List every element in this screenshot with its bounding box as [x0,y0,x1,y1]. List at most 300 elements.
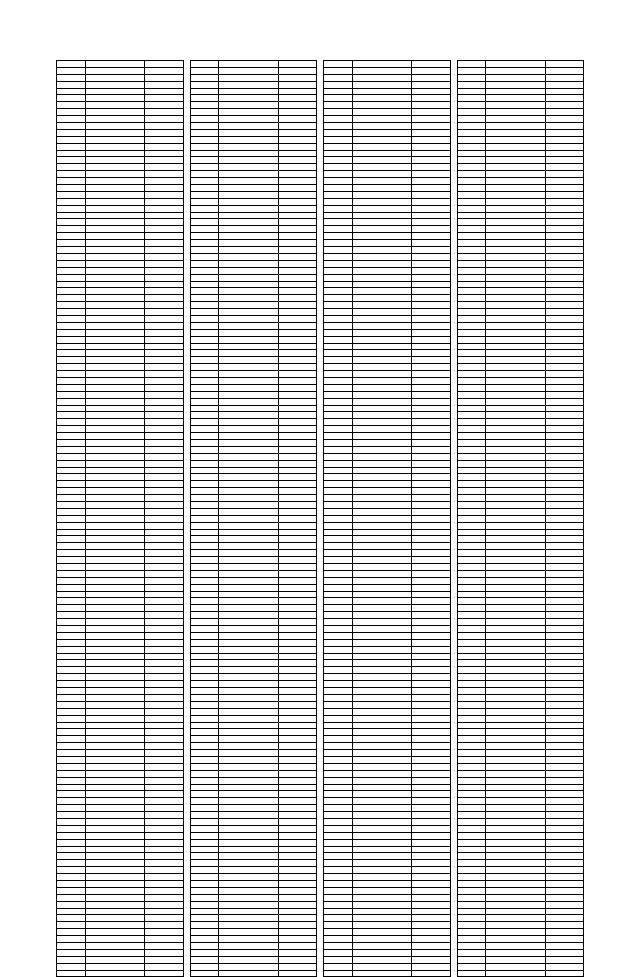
table-row [190,963,317,970]
table-row [324,502,451,509]
row-id-cell [57,722,86,729]
row-code-cell [219,694,278,701]
row-amount-cell [278,584,316,591]
row-id-cell [57,922,86,929]
row-amount-cell [412,867,450,874]
row-id-cell [57,502,86,509]
row-code-cell [219,343,278,350]
row-amount-cell [145,136,183,143]
table-row [190,784,317,791]
row-id-cell [190,350,219,357]
row-amount-cell [145,129,183,136]
table-row [190,136,317,143]
row-id-cell [324,219,353,226]
row-code-cell [85,688,144,695]
row-amount-cell [278,412,316,419]
table-row [57,550,184,557]
row-code-cell [352,405,411,412]
row-id-cell [57,281,86,288]
row-id-cell [324,171,353,178]
row-amount-cell [412,639,450,646]
row-amount-cell [145,812,183,819]
row-id-cell [190,522,219,529]
table-row [190,295,317,302]
row-amount-cell [145,936,183,943]
table-row [457,474,584,481]
row-amount-cell [545,584,583,591]
table-row [324,694,451,701]
row-amount-cell [145,171,183,178]
table-row [457,701,584,708]
row-amount-cell [412,543,450,550]
row-code-cell [352,818,411,825]
table-row [457,557,584,564]
row-amount-cell [412,74,450,81]
row-amount-cell [278,846,316,853]
table-row [457,171,584,178]
table-row [457,639,584,646]
row-code-cell [352,288,411,295]
row-amount-cell [412,426,450,433]
row-amount-cell [545,626,583,633]
row-code-cell [486,171,545,178]
row-amount-cell [145,481,183,488]
table-row [190,619,317,626]
table-row [190,846,317,853]
row-amount-cell [412,949,450,956]
table-row [457,860,584,867]
row-code-cell [85,867,144,874]
row-code-cell [85,136,144,143]
row-code-cell [352,329,411,336]
table-row [457,481,584,488]
row-id-cell [57,267,86,274]
row-code-cell [85,102,144,109]
row-id-cell [324,81,353,88]
row-amount-cell [145,543,183,550]
row-id-cell [57,143,86,150]
row-id-cell [457,336,486,343]
row-amount-cell [545,439,583,446]
row-code-cell [352,343,411,350]
table-row [457,591,584,598]
row-amount-cell [145,860,183,867]
row-id-cell [57,419,86,426]
row-amount-cell [278,446,316,453]
table-row [457,419,584,426]
table-row [324,343,451,350]
row-code-cell [219,915,278,922]
row-id-cell [457,922,486,929]
row-code-cell [352,612,411,619]
row-code-cell [352,626,411,633]
row-code-cell [352,750,411,757]
row-code-cell [486,198,545,205]
row-id-cell [190,453,219,460]
row-amount-cell [545,405,583,412]
table-row [190,446,317,453]
row-id-cell [190,770,219,777]
row-code-cell [352,233,411,240]
row-amount-cell [545,474,583,481]
row-amount-cell [278,743,316,750]
table-row [57,874,184,881]
row-code-cell [486,185,545,192]
row-amount-cell [545,467,583,474]
table-row [57,426,184,433]
table-row [57,777,184,784]
row-id-cell [457,536,486,543]
row-amount-cell [545,143,583,150]
row-id-cell [324,867,353,874]
row-amount-cell [412,502,450,509]
table-row [57,660,184,667]
row-code-cell [486,853,545,860]
table-row [190,178,317,185]
row-id-cell [57,157,86,164]
row-id-cell [324,467,353,474]
table-row [457,350,584,357]
row-id-cell [190,874,219,881]
row-code-cell [219,446,278,453]
table-row [190,949,317,956]
table-row [324,839,451,846]
row-amount-cell [278,908,316,915]
row-id-cell [324,357,353,364]
table-row [57,626,184,633]
row-code-cell [486,61,545,68]
row-id-cell [57,674,86,681]
table-row [190,639,317,646]
row-amount-cell [278,329,316,336]
row-id-cell [324,880,353,887]
row-code-cell [219,584,278,591]
row-id-cell [190,212,219,219]
row-amount-cell [278,860,316,867]
row-amount-cell [545,674,583,681]
table-row [324,371,451,378]
table-row [190,322,317,329]
row-id-cell [57,756,86,763]
row-amount-cell [412,508,450,515]
row-amount-cell [545,529,583,536]
row-code-cell [352,164,411,171]
row-code-cell [85,405,144,412]
row-amount-cell [545,756,583,763]
row-amount-cell [412,632,450,639]
row-code-cell [486,136,545,143]
row-code-cell [85,887,144,894]
row-id-cell [190,226,219,233]
row-amount-cell [145,887,183,894]
row-amount-cell [545,61,583,68]
row-id-cell [57,322,86,329]
row-code-cell [486,460,545,467]
row-code-cell [85,598,144,605]
table-row [57,791,184,798]
row-code-cell [219,887,278,894]
table-row [324,274,451,281]
row-amount-cell [545,887,583,894]
table-row [190,288,317,295]
row-code-cell [85,894,144,901]
row-id-cell [324,522,353,529]
row-code-cell [352,708,411,715]
table-row [457,391,584,398]
table-row [457,874,584,881]
row-code-cell [486,874,545,881]
ledger-rows [457,61,584,977]
row-amount-cell [145,295,183,302]
table-row [457,67,584,74]
row-code-cell [85,922,144,929]
table-row [57,860,184,867]
table-row [324,798,451,805]
row-amount-cell [412,653,450,660]
table-row [324,467,451,474]
row-code-cell [85,515,144,522]
row-amount-cell [545,543,583,550]
row-amount-cell [145,281,183,288]
row-id-cell [57,791,86,798]
row-code-cell [85,543,144,550]
row-code-cell [486,143,545,150]
row-code-cell [486,784,545,791]
row-amount-cell [278,281,316,288]
table-row [324,543,451,550]
table-row [457,956,584,963]
row-id-cell [57,460,86,467]
row-amount-cell [412,136,450,143]
row-id-cell [324,543,353,550]
row-amount-cell [278,653,316,660]
row-amount-cell [145,453,183,460]
row-id-cell [190,433,219,440]
row-code-cell [219,481,278,488]
row-code-cell [486,315,545,322]
row-id-cell [457,226,486,233]
table-row [457,550,584,557]
row-amount-cell [545,619,583,626]
table-row [57,315,184,322]
table-row [324,570,451,577]
table-row [324,867,451,874]
row-amount-cell [145,515,183,522]
table-row [190,212,317,219]
row-amount-cell [145,715,183,722]
row-code-cell [486,488,545,495]
row-amount-cell [545,557,583,564]
row-code-cell [219,309,278,316]
row-id-cell [190,756,219,763]
row-code-cell [352,309,411,316]
table-row [457,212,584,219]
row-id-cell [457,605,486,612]
row-id-cell [457,949,486,956]
row-code-cell [85,460,144,467]
table-row [57,412,184,419]
table-row [324,474,451,481]
row-amount-cell [545,384,583,391]
row-id-cell [190,853,219,860]
row-id-cell [457,253,486,260]
row-code-cell [486,770,545,777]
table-row [190,233,317,240]
row-code-cell [486,536,545,543]
row-code-cell [486,474,545,481]
table-row [457,598,584,605]
row-amount-cell [278,756,316,763]
row-code-cell [219,763,278,770]
row-id-cell [324,129,353,136]
row-amount-cell [278,550,316,557]
row-code-cell [219,825,278,832]
table-row [190,391,317,398]
row-amount-cell [545,288,583,295]
row-id-cell [324,839,353,846]
row-amount-cell [278,398,316,405]
row-id-cell [457,322,486,329]
row-amount-cell [545,798,583,805]
row-code-cell [486,274,545,281]
row-id-cell [324,777,353,784]
table-row [57,729,184,736]
row-code-cell [219,853,278,860]
row-amount-cell [412,805,450,812]
row-amount-cell [145,577,183,584]
table-row [324,529,451,536]
row-code-cell [352,963,411,970]
row-amount-cell [278,943,316,950]
row-id-cell [190,377,219,384]
row-amount-cell [145,550,183,557]
row-id-cell [190,922,219,929]
row-id-cell [190,164,219,171]
row-id-cell [324,660,353,667]
row-amount-cell [278,102,316,109]
row-id-cell [57,564,86,571]
row-amount-cell [412,791,450,798]
table-row [190,708,317,715]
table-row [57,867,184,874]
table-row [324,419,451,426]
row-code-cell [352,178,411,185]
table-row [457,922,584,929]
row-code-cell [219,736,278,743]
table-row [457,502,584,509]
row-id-cell [324,646,353,653]
row-amount-cell [412,191,450,198]
row-amount-cell [145,247,183,254]
row-id-cell [57,377,86,384]
row-code-cell [85,322,144,329]
row-id-cell [57,515,86,522]
row-id-cell [324,116,353,123]
row-id-cell [457,267,486,274]
row-code-cell [85,123,144,130]
row-code-cell [219,798,278,805]
row-amount-cell [545,570,583,577]
row-code-cell [486,343,545,350]
row-amount-cell [545,839,583,846]
table-row [57,743,184,750]
table-row [57,756,184,763]
table-row [190,315,317,322]
table-row [190,343,317,350]
row-code-cell [219,460,278,467]
row-code-cell [219,653,278,660]
table-row [57,102,184,109]
row-amount-cell [412,557,450,564]
table-row [57,129,184,136]
row-id-cell [324,784,353,791]
row-id-cell [457,247,486,254]
row-id-cell [324,632,353,639]
table-row [190,481,317,488]
table-row [190,632,317,639]
row-amount-cell [545,322,583,329]
row-id-cell [190,371,219,378]
table-row [190,543,317,550]
row-amount-cell [412,398,450,405]
row-code-cell [219,632,278,639]
row-id-cell [324,639,353,646]
row-amount-cell [545,591,583,598]
row-code-cell [219,364,278,371]
row-amount-cell [145,674,183,681]
table-row [324,426,451,433]
table-row [57,908,184,915]
table-row [457,777,584,784]
row-id-cell [324,943,353,950]
row-amount-cell [278,612,316,619]
row-id-cell [190,384,219,391]
row-code-cell [219,626,278,633]
row-code-cell [219,605,278,612]
table-row [324,715,451,722]
row-code-cell [85,550,144,557]
row-id-cell [190,233,219,240]
table-row [57,95,184,102]
row-code-cell [352,543,411,550]
row-id-cell [457,701,486,708]
row-code-cell [85,329,144,336]
row-amount-cell [545,867,583,874]
row-code-cell [219,150,278,157]
row-id-cell [324,564,353,571]
row-code-cell [486,247,545,254]
row-code-cell [85,412,144,419]
table-row [57,591,184,598]
row-id-cell [57,405,86,412]
row-code-cell [352,102,411,109]
row-id-cell [457,805,486,812]
row-code-cell [219,171,278,178]
row-code-cell [219,715,278,722]
table-row [57,191,184,198]
row-id-cell [457,736,486,743]
row-amount-cell [278,515,316,522]
row-amount-cell [145,322,183,329]
table-row [324,488,451,495]
row-amount-cell [145,426,183,433]
row-id-cell [57,302,86,309]
row-amount-cell [545,198,583,205]
table-row [190,674,317,681]
row-amount-cell [545,908,583,915]
row-code-cell [486,102,545,109]
row-code-cell [486,674,545,681]
